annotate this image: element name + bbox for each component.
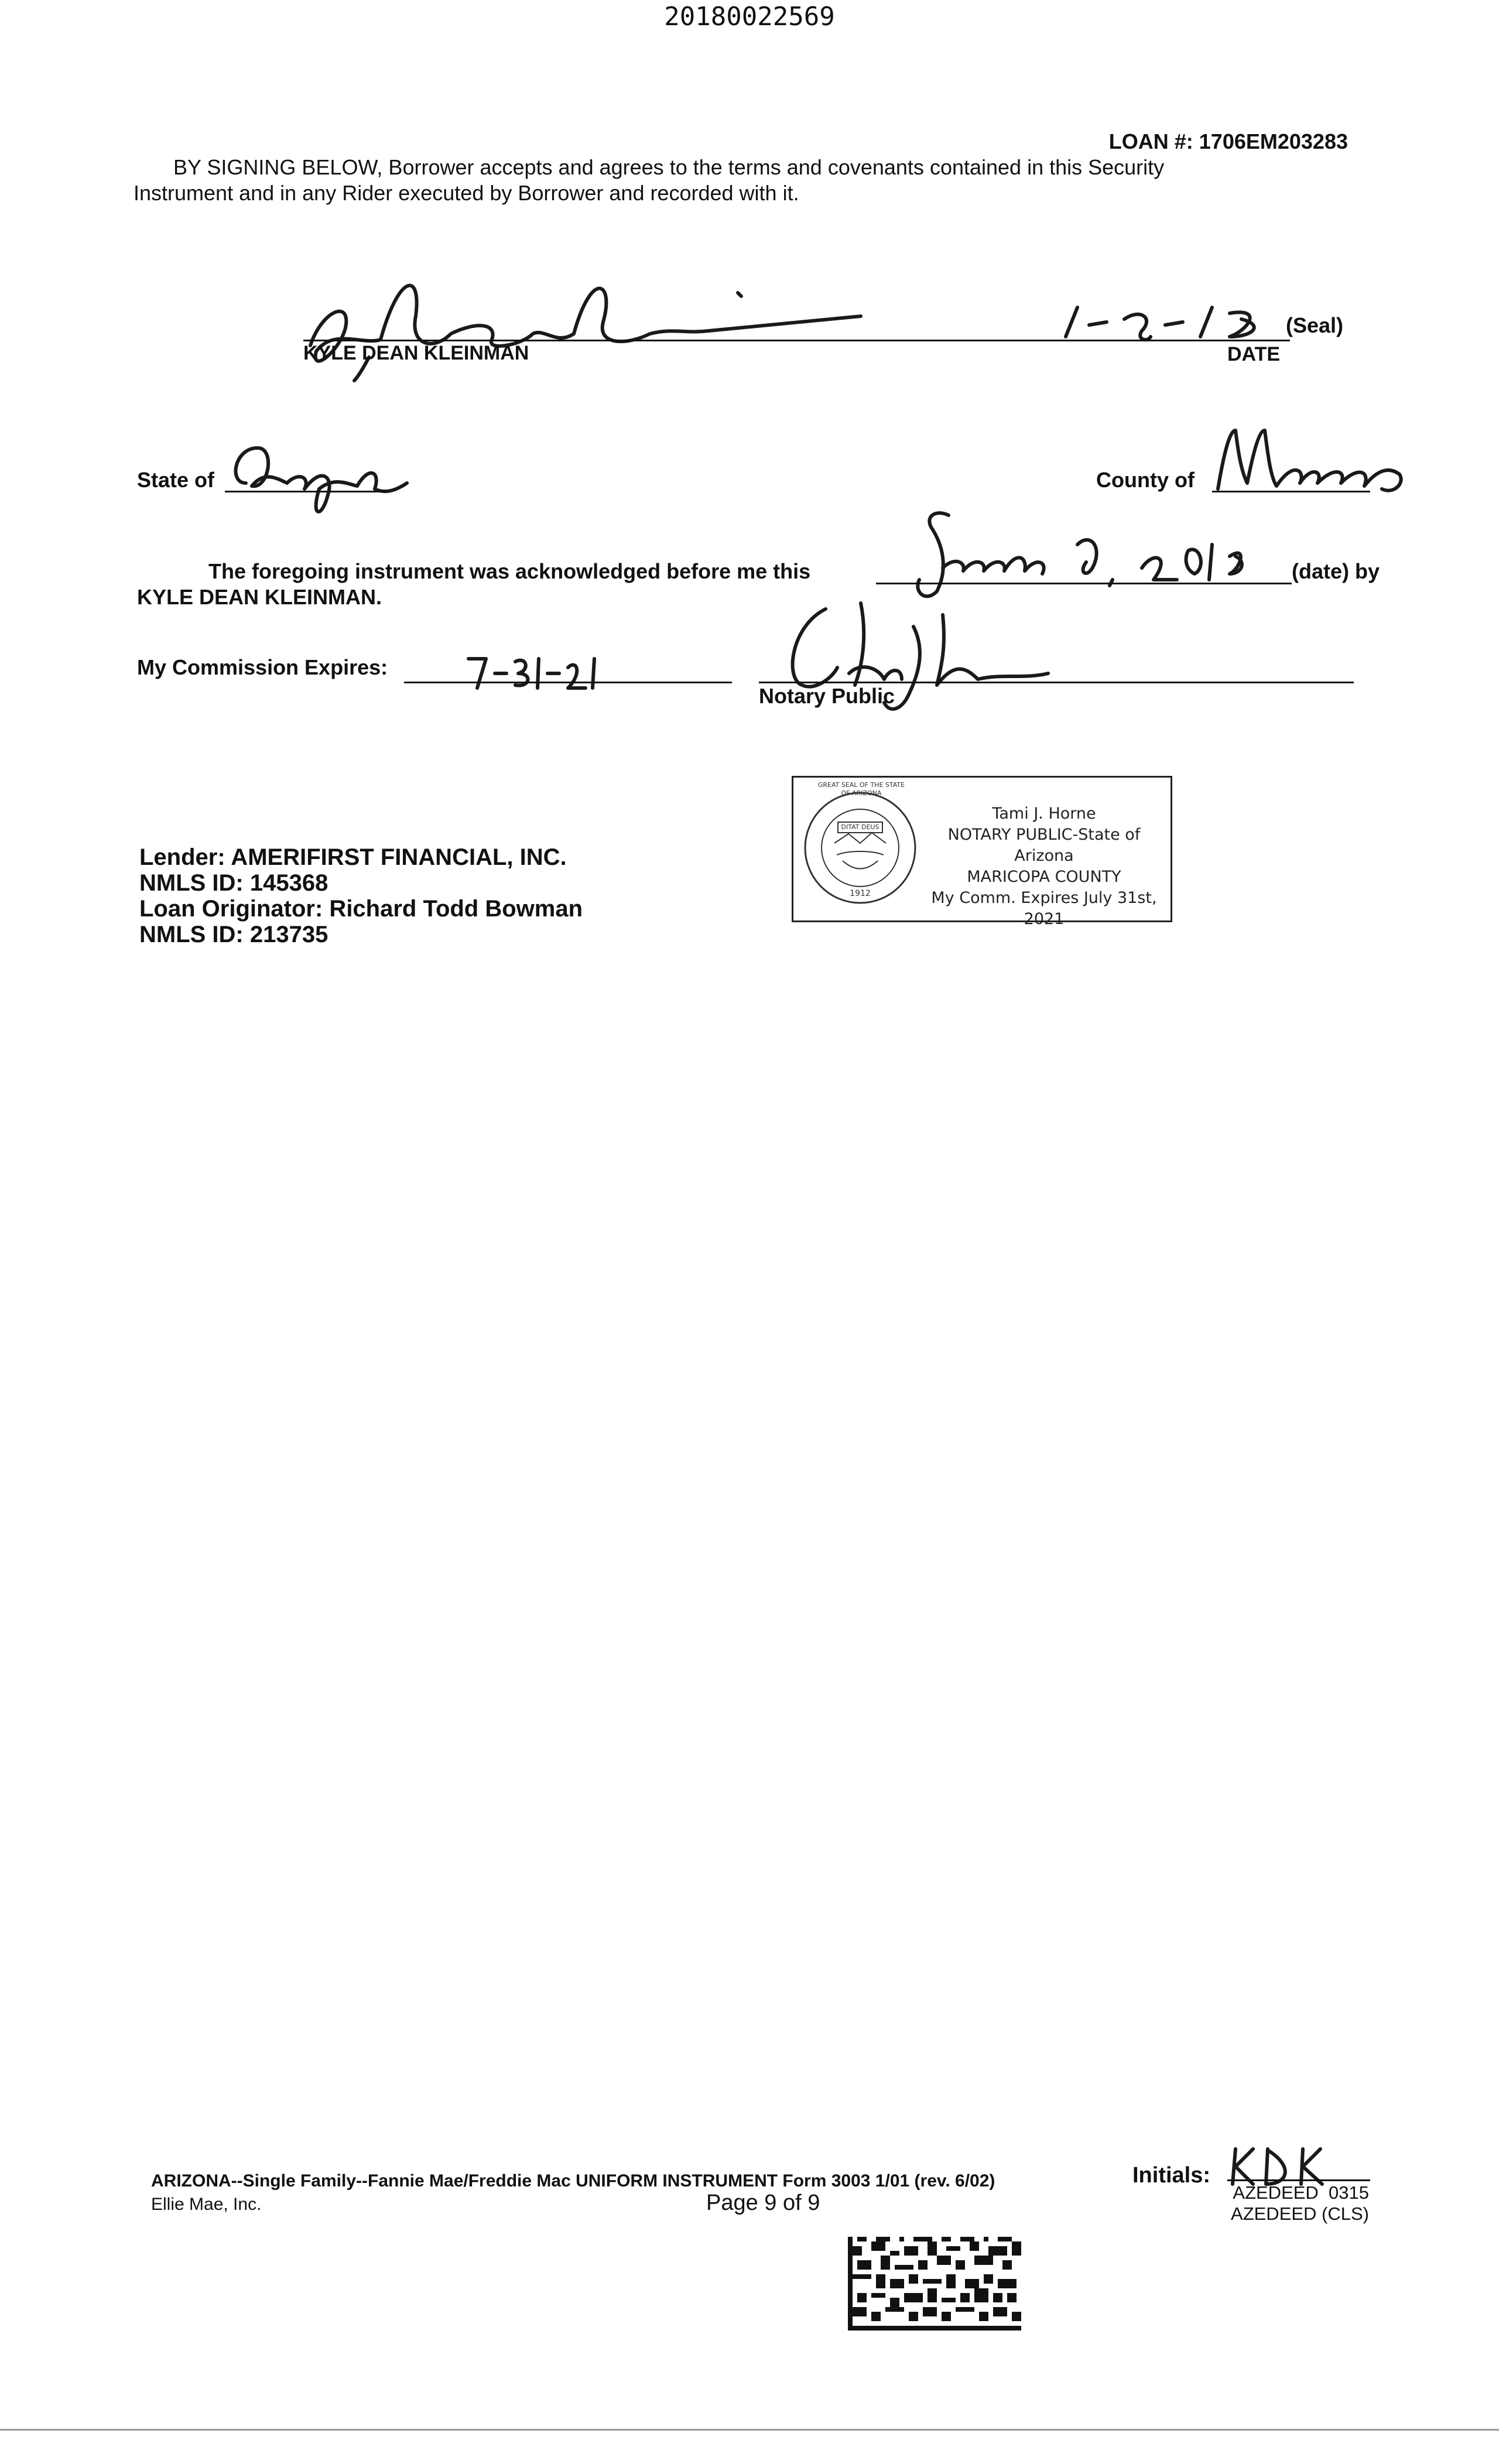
notary-name: Tami J. Horne [992,805,1096,823]
loan-originator: Loan Originator: Richard Todd Bowman [139,896,583,922]
county-handwritten-value [1206,419,1411,501]
seal-label: (Seal) [1286,313,1344,337]
county-line [1212,491,1370,492]
footer-vendor: Ellie Mae, Inc. [151,2195,262,2214]
notary-stamp [792,776,1172,928]
notary-public-label: Notary Public [759,684,895,708]
nmls-id-2: NMLS ID: 213735 [139,922,328,947]
foregoing-text: The foregoing instrument was acknowledged before me this [208,559,811,583]
intro-line-2: Instrument and in any Rider executed by Borrower and recorded with it. [134,181,799,205]
nmls-id-1: NMLS ID: 145368 [139,870,328,896]
footer-form-line: ARIZONA--Single Family--Fannie Mae/Freddie Mac UNIFORM INSTRUMENT Form 3003 1/01 (rev. 6/02) [151,2171,995,2191]
county-label: County of [1096,468,1195,492]
scan-bottom-edge [0,2429,1499,2431]
loan-number: LOAN #: 1706EM203283 [1108,129,1348,153]
state-label: State of [137,468,215,492]
document-number: 20180022569 [664,2,835,32]
state-handwritten-value [223,430,410,524]
borrower-name: KYLE DEAN KLEINMAN [303,342,529,364]
footer-code-2: AZEDEED (CLS) [1231,2203,1369,2224]
initials-label: Initials: [1132,2163,1211,2188]
commission-label: My Commission Expires: [137,655,388,679]
barcode-icon [848,2237,1021,2330]
acknowledged-name: KYLE DEAN KLEINMAN. [137,585,382,609]
footer-code-1: AZEDEED 0315 [1233,2182,1369,2203]
date-label: DATE [1227,343,1281,365]
seal-year: 1912 [850,889,871,898]
seal-text-block [921,803,1167,930]
footer-page-number: Page 9 of 9 [706,2191,820,2215]
state-line [225,491,386,492]
ack-date-line [876,583,1292,584]
initials-line [1227,2179,1370,2181]
date-by-label: (date) by [1292,559,1380,583]
commission-line [404,682,732,683]
seal-motto: DITAT DEUS [841,823,879,831]
commission-handwritten-value [463,647,603,694]
notary-title: NOTARY PUBLIC-State of Arizona [947,826,1141,865]
lender-line: Lender: AMERIFIRST FINANCIAL, INC. [139,844,567,870]
intro-line-1: BY SIGNING BELOW, Borrower accepts and agrees to the terms and covenants contained in this Security [173,155,1165,179]
notary-expires: My Comm. Expires July 31st, 2021 [931,889,1157,928]
notary-county: MARICOPA COUNTY [967,868,1121,886]
ack-handwritten-date [878,498,1253,603]
seal-ring-text: GREAT SEAL OF THE STATE OF ARIZONA [817,781,905,797]
